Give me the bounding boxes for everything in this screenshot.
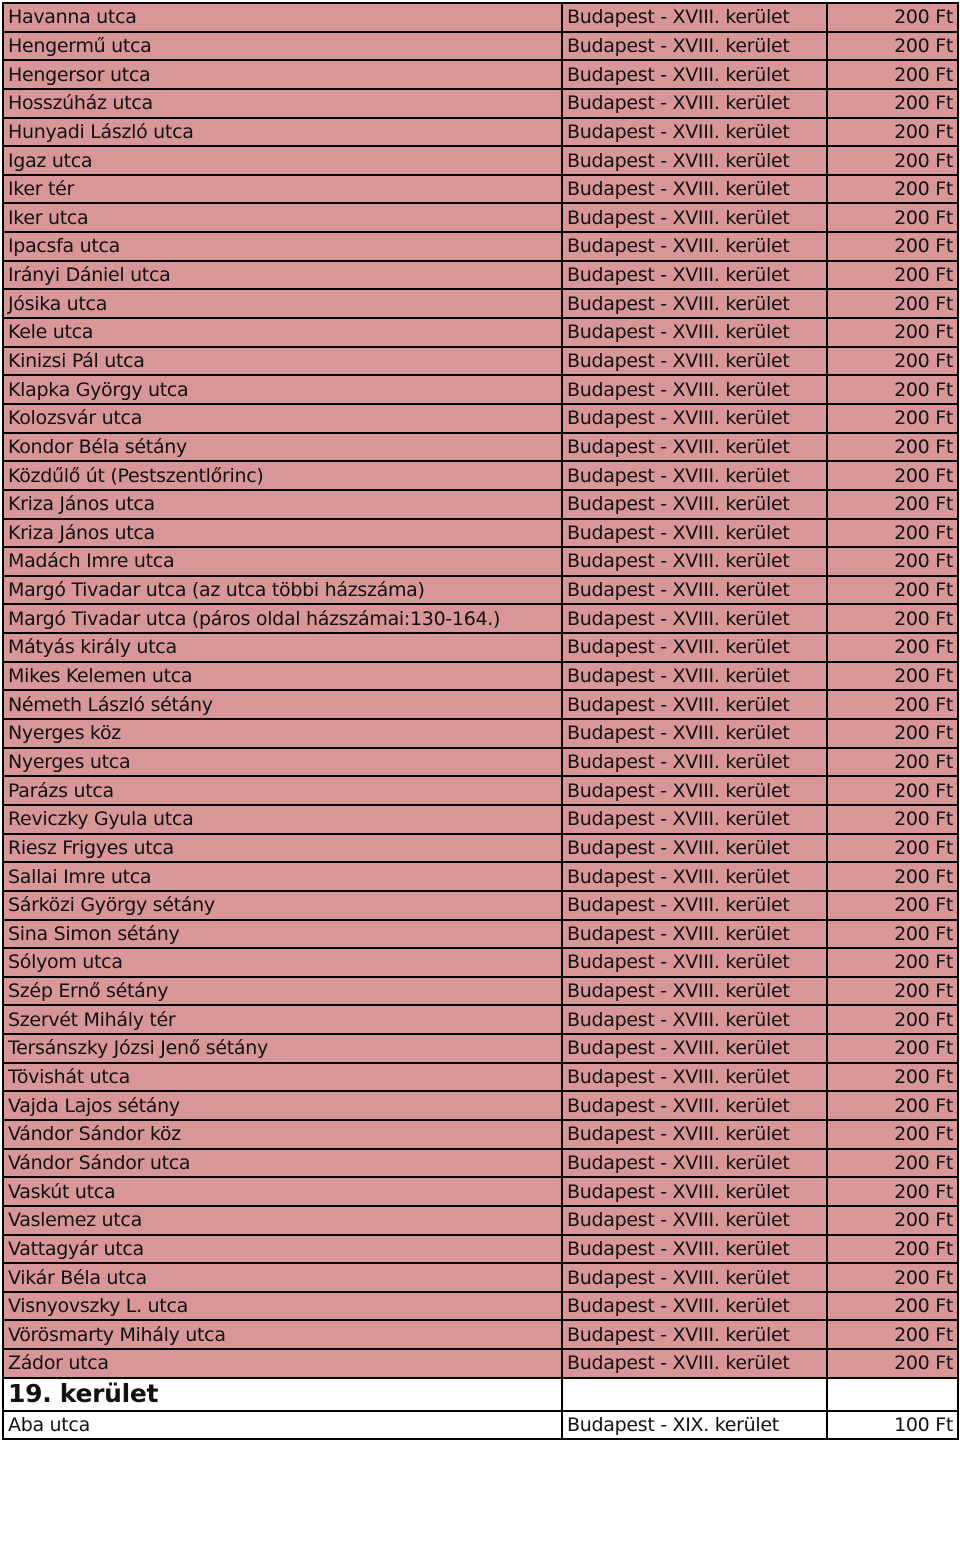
street-cell: Szép Ernő sétány	[3, 977, 562, 1006]
street-cell: Kolozsvár utca	[3, 404, 562, 433]
street-cell: Kinizsi Pál utca	[3, 347, 562, 376]
price-cell: 200 Ft	[827, 547, 958, 576]
street-cell: Ipacsfa utca	[3, 232, 562, 261]
street-cell: Vikár Béla utca	[3, 1263, 562, 1292]
city-cell: Budapest - XVIII. kerület	[562, 32, 827, 61]
price-cell: 200 Ft	[827, 404, 958, 433]
table-row	[3, 490, 958, 519]
street-cell: Igaz utca	[3, 146, 562, 175]
price-cell: 200 Ft	[827, 834, 958, 863]
table-row	[3, 261, 958, 290]
city-cell: Budapest - XVIII. kerület	[562, 1349, 827, 1378]
table-row	[3, 719, 958, 748]
price-cell: 100 Ft	[827, 1411, 958, 1440]
table-row	[3, 1292, 958, 1321]
street-cell: Nyerges utca	[3, 748, 562, 777]
price-cell: 200 Ft	[827, 690, 958, 719]
table-row	[3, 862, 958, 891]
table-row	[3, 977, 958, 1006]
street-cell: Vándor Sándor utca	[3, 1149, 562, 1178]
price-cell: 200 Ft	[827, 576, 958, 605]
street-cell: Irányi Dániel utca	[3, 261, 562, 290]
city-cell: Budapest - XVIII. kerület	[562, 490, 827, 519]
street-cell: Vaslemez utca	[3, 1206, 562, 1235]
street-cell: Közdűlő út (Pestszentlőrinc)	[3, 461, 562, 490]
price-cell: 200 Ft	[827, 1235, 958, 1264]
street-cell: Zádor utca	[3, 1349, 562, 1378]
city-cell: Budapest - XVIII. kerület	[562, 1091, 827, 1120]
table-row	[3, 1320, 958, 1349]
city-cell: Budapest - XVIII. kerület	[562, 203, 827, 232]
city-cell: Budapest - XVIII. kerület	[562, 920, 827, 949]
city-cell: Budapest - XVIII. kerület	[562, 3, 827, 32]
city-cell: Budapest - XVIII. kerület	[562, 891, 827, 920]
table-row	[3, 547, 958, 576]
empty-cell	[827, 1378, 958, 1411]
street-price-table	[2, 2, 959, 1440]
price-cell: 200 Ft	[827, 805, 958, 834]
table-row	[3, 1149, 958, 1178]
street-cell: Hengermű utca	[3, 32, 562, 61]
city-cell: Budapest - XVIII. kerület	[562, 547, 827, 576]
table-row	[3, 805, 958, 834]
price-cell: 200 Ft	[827, 1206, 958, 1235]
table-row	[3, 146, 958, 175]
price-cell: 200 Ft	[827, 3, 958, 32]
table-row	[3, 690, 958, 719]
city-cell: Budapest - XVIII. kerület	[562, 347, 827, 376]
price-cell: 200 Ft	[827, 776, 958, 805]
city-cell: Budapest - XVIII. kerület	[562, 1292, 827, 1321]
price-cell: 200 Ft	[827, 519, 958, 548]
city-cell: Budapest - XVIII. kerület	[562, 604, 827, 633]
price-cell: 200 Ft	[827, 175, 958, 204]
price-cell: 200 Ft	[827, 318, 958, 347]
price-cell: 200 Ft	[827, 261, 958, 290]
table-row	[3, 118, 958, 147]
city-cell: Budapest - XVIII. kerület	[562, 289, 827, 318]
price-cell: 200 Ft	[827, 977, 958, 1006]
city-cell: Budapest - XVIII. kerület	[562, 404, 827, 433]
city-cell: Budapest - XVIII. kerület	[562, 375, 827, 404]
table-row	[3, 318, 958, 347]
city-cell: Budapest - XVIII. kerület	[562, 776, 827, 805]
city-cell: Budapest - XVIII. kerület	[562, 1263, 827, 1292]
table-row	[3, 1235, 958, 1264]
city-cell: Budapest - XVIII. kerület	[562, 118, 827, 147]
street-cell: Sina Simon sétány	[3, 920, 562, 949]
city-cell: Budapest - XVIII. kerület	[562, 1005, 827, 1034]
city-cell: Budapest - XVIII. kerület	[562, 89, 827, 118]
table-row	[3, 347, 958, 376]
city-cell: Budapest - XVIII. kerület	[562, 1235, 827, 1264]
street-cell: Tövishát utca	[3, 1063, 562, 1092]
empty-cell	[562, 1378, 827, 1411]
city-cell: Budapest - XVIII. kerület	[562, 948, 827, 977]
street-cell: Vörösmarty Mihály utca	[3, 1320, 562, 1349]
city-cell: Budapest - XVIII. kerület	[562, 433, 827, 462]
table-row	[3, 776, 958, 805]
city-cell: Budapest - XVIII. kerület	[562, 690, 827, 719]
price-cell: 200 Ft	[827, 347, 958, 376]
street-cell: Vándor Sándor köz	[3, 1120, 562, 1149]
street-cell: Vajda Lajos sétány	[3, 1091, 562, 1120]
table-row	[3, 834, 958, 863]
city-cell: Budapest - XVIII. kerület	[562, 261, 827, 290]
city-cell: Budapest - XVIII. kerület	[562, 834, 827, 863]
street-cell: Szervét Mihály tér	[3, 1005, 562, 1034]
price-cell: 200 Ft	[827, 32, 958, 61]
district-title: 19. kerület	[3, 1378, 562, 1411]
table-row	[3, 232, 958, 261]
city-cell: Budapest - XVIII. kerület	[562, 977, 827, 1006]
table-row	[3, 1349, 958, 1378]
street-cell: Kriza János utca	[3, 519, 562, 548]
price-cell: 200 Ft	[827, 948, 958, 977]
price-cell: 200 Ft	[827, 1177, 958, 1206]
price-cell: 200 Ft	[827, 490, 958, 519]
price-cell: 200 Ft	[827, 1263, 958, 1292]
table-row	[3, 89, 958, 118]
street-cell: Margó Tivadar utca (páros oldal házszámai:130-164.)	[3, 604, 562, 633]
city-cell: Budapest - XVIII. kerület	[562, 662, 827, 691]
city-cell: Budapest - XVIII. kerület	[562, 862, 827, 891]
price-cell: 200 Ft	[827, 719, 958, 748]
table-row	[3, 32, 958, 61]
table-row	[3, 891, 958, 920]
price-cell: 200 Ft	[827, 862, 958, 891]
table-row	[3, 203, 958, 232]
price-cell: 200 Ft	[827, 203, 958, 232]
price-cell: 200 Ft	[827, 1292, 958, 1321]
city-cell: Budapest - XVIII. kerület	[562, 146, 827, 175]
city-cell: Budapest - XVIII. kerület	[562, 232, 827, 261]
city-cell: Budapest - XVIII. kerület	[562, 1177, 827, 1206]
street-cell: Visnyovszky L. utca	[3, 1292, 562, 1321]
table-row	[3, 604, 958, 633]
table-row	[3, 748, 958, 777]
city-cell: Budapest - XVIII. kerület	[562, 461, 827, 490]
city-cell: Budapest - XVIII. kerület	[562, 519, 827, 548]
table-row	[3, 375, 958, 404]
street-cell: Kele utca	[3, 318, 562, 347]
street-cell: Madách Imre utca	[3, 547, 562, 576]
price-cell: 200 Ft	[827, 375, 958, 404]
price-cell: 200 Ft	[827, 920, 958, 949]
table-row	[3, 1005, 958, 1034]
city-cell: Budapest - XVIII. kerület	[562, 805, 827, 834]
street-cell: Vattagyár utca	[3, 1235, 562, 1264]
city-cell: Budapest - XVIII. kerület	[562, 1149, 827, 1178]
city-cell: Budapest - XVIII. kerület	[562, 60, 827, 89]
price-cell: 200 Ft	[827, 1063, 958, 1092]
city-cell: Budapest - XVIII. kerület	[562, 1320, 827, 1349]
street-cell: Havanna utca	[3, 3, 562, 32]
price-cell: 200 Ft	[827, 289, 958, 318]
city-cell: Budapest - XVIII. kerület	[562, 318, 827, 347]
table-row	[3, 404, 958, 433]
price-cell: 200 Ft	[827, 1034, 958, 1063]
price-cell: 200 Ft	[827, 1349, 958, 1378]
city-cell: Budapest - XVIII. kerület	[562, 719, 827, 748]
street-cell: Kondor Béla sétány	[3, 433, 562, 462]
street-cell: Kriza János utca	[3, 490, 562, 519]
price-cell: 200 Ft	[827, 1320, 958, 1349]
street-cell: Hosszúház utca	[3, 89, 562, 118]
price-cell: 200 Ft	[827, 461, 958, 490]
table-row	[3, 1063, 958, 1092]
price-cell: 200 Ft	[827, 232, 958, 261]
city-cell: Budapest - XVIII. kerület	[562, 748, 827, 777]
table-row	[3, 1263, 958, 1292]
table-row	[3, 576, 958, 605]
street-cell: Németh László sétány	[3, 690, 562, 719]
street-cell: Parázs utca	[3, 776, 562, 805]
street-cell: Mátyás király utca	[3, 633, 562, 662]
table-row	[3, 920, 958, 949]
table-row	[3, 461, 958, 490]
price-cell: 200 Ft	[827, 604, 958, 633]
price-cell: 200 Ft	[827, 1149, 958, 1178]
price-cell: 200 Ft	[827, 748, 958, 777]
street-cell: Mikes Kelemen utca	[3, 662, 562, 691]
city-cell: Budapest - XVIII. kerület	[562, 1206, 827, 1235]
xviii-district-rows	[3, 3, 958, 1378]
price-cell: 200 Ft	[827, 146, 958, 175]
xix-district-rows	[3, 1411, 958, 1440]
city-cell: Budapest - XVIII. kerület	[562, 576, 827, 605]
price-cell: 200 Ft	[827, 1120, 958, 1149]
street-cell: Sallai Imre utca	[3, 862, 562, 891]
price-cell: 200 Ft	[827, 60, 958, 89]
table-row	[3, 60, 958, 89]
city-cell: Budapest - XVIII. kerület	[562, 633, 827, 662]
street-cell: Vaskút utca	[3, 1177, 562, 1206]
table-row	[3, 1206, 958, 1235]
street-cell: Iker tér	[3, 175, 562, 204]
city-cell: Budapest - XVIII. kerület	[562, 1120, 827, 1149]
street-cell: Hengersor utca	[3, 60, 562, 89]
price-cell: 200 Ft	[827, 633, 958, 662]
price-cell: 200 Ft	[827, 1091, 958, 1120]
price-cell: 200 Ft	[827, 662, 958, 691]
price-cell: 200 Ft	[827, 118, 958, 147]
price-cell: 200 Ft	[827, 891, 958, 920]
price-cell: 200 Ft	[827, 89, 958, 118]
street-cell: Jósika utca	[3, 289, 562, 318]
city-cell: Budapest - XVIII. kerület	[562, 175, 827, 204]
table-row	[3, 948, 958, 977]
street-cell: Iker utca	[3, 203, 562, 232]
price-cell: 200 Ft	[827, 433, 958, 462]
city-cell: Budapest - XVIII. kerület	[562, 1063, 827, 1092]
table-row	[3, 433, 958, 462]
street-cell: Klapka György utca	[3, 375, 562, 404]
city-cell: Budapest - XVIII. kerület	[562, 1034, 827, 1063]
table-row	[3, 519, 958, 548]
street-cell: Reviczky Gyula utca	[3, 805, 562, 834]
table-row	[3, 1034, 958, 1063]
street-cell: Sólyom utca	[3, 948, 562, 977]
table-row	[3, 1411, 958, 1440]
table-row	[3, 662, 958, 691]
xix-district-section	[3, 1378, 958, 1411]
street-cell: Margó Tivadar utca (az utca többi házszáma)	[3, 576, 562, 605]
table-row	[3, 175, 958, 204]
table-row	[3, 3, 958, 32]
street-cell: Hunyadi László utca	[3, 118, 562, 147]
table-row	[3, 1120, 958, 1149]
street-cell: Riesz Frigyes utca	[3, 834, 562, 863]
street-cell: Aba utca	[3, 1411, 562, 1440]
price-cell: 200 Ft	[827, 1005, 958, 1034]
table-row	[3, 633, 958, 662]
table-row	[3, 289, 958, 318]
city-cell: Budapest - XIX. kerület	[562, 1411, 827, 1440]
district-header-row	[3, 1378, 958, 1411]
table-row	[3, 1091, 958, 1120]
street-cell: Tersánszky Józsi Jenő sétány	[3, 1034, 562, 1063]
street-cell: Nyerges köz	[3, 719, 562, 748]
street-cell: Sárközi György sétány	[3, 891, 562, 920]
table-row	[3, 1177, 958, 1206]
